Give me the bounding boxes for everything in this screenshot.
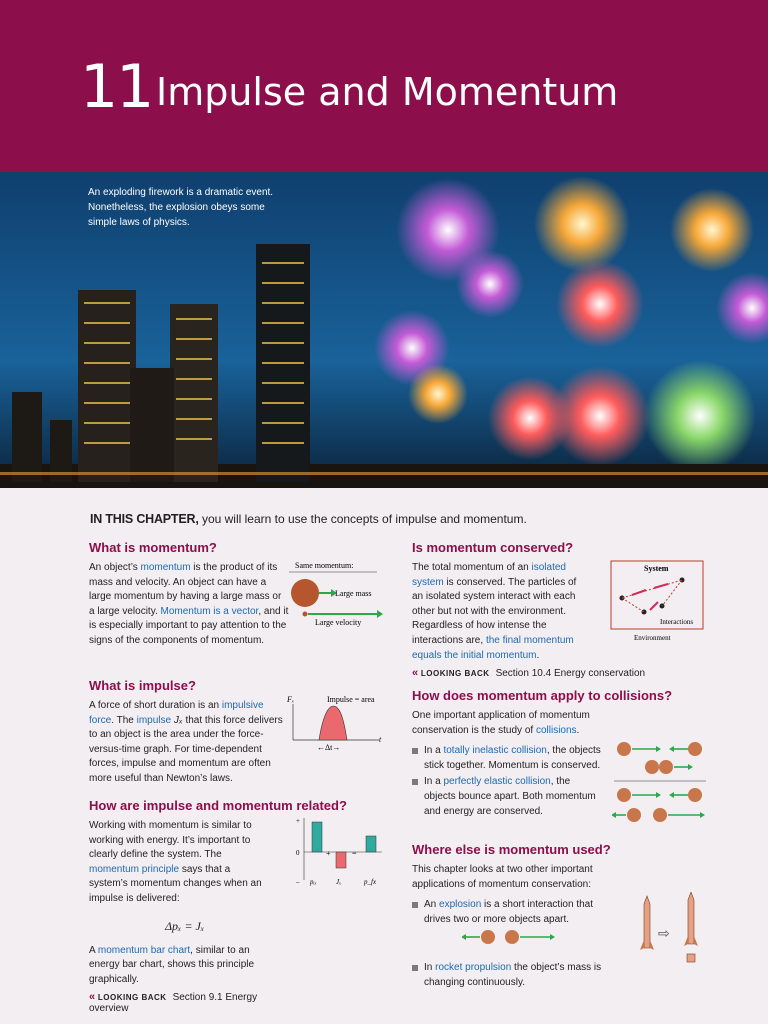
- looking-back-tag: LOOKING BACK: [420, 669, 490, 679]
- text: is a short interaction that drives two or more objects apart.: [424, 899, 594, 925]
- text: This chapter looks at two other important applications of momentum conservation:: [412, 864, 593, 890]
- section-momentum-conserved: [412, 540, 646, 680]
- explosion-figure: [462, 928, 558, 948]
- bullet-explosion: [412, 898, 608, 927]
- fig-label: +: [296, 817, 300, 825]
- section-what-is-momentum: [89, 540, 289, 649]
- fig-label: Large mass: [335, 589, 372, 598]
- intro-lead: IN THIS CHAPTER,: [90, 512, 199, 526]
- bullet-elastic: [412, 775, 602, 819]
- bullet-rocket: [412, 961, 608, 990]
- link-impulse[interactable]: impulse: [136, 714, 172, 726]
- chapter-banner: [0, 0, 768, 172]
- section-collisions: [412, 688, 673, 819]
- text: . The: [111, 714, 137, 726]
- section-body: [89, 944, 269, 988]
- text: In a: [424, 745, 444, 757]
- section-heading: What is impulse?: [89, 678, 196, 693]
- text: , and it is especially important to pay attention to the signs of the components of momentum.: [89, 605, 289, 646]
- fig-label: +: [326, 849, 331, 858]
- chapter-content: [0, 488, 768, 1024]
- fig-label: Large velocity: [315, 618, 362, 627]
- section-body: [412, 561, 584, 663]
- rocket-figure: [630, 892, 710, 976]
- text: An object’s: [89, 562, 141, 573]
- fig-label: Environment: [634, 634, 671, 642]
- axis-label: t: [379, 735, 382, 744]
- momentum-equation: Δpₓ = Jₓ: [165, 918, 205, 933]
- looking-back-link[interactable]: Section 9.1 Energy overview: [89, 992, 258, 1015]
- section-heading: What is momentum?: [89, 540, 217, 555]
- text: A force of short duration is an: [89, 700, 222, 711]
- looking-back-tag: LOOKING BACK: [97, 993, 167, 1003]
- fig-label: =: [352, 849, 357, 858]
- fig-label: Impulse = area: [327, 695, 375, 704]
- looking-back: [412, 667, 712, 679]
- text: An: [424, 899, 440, 911]
- looking-back-link[interactable]: Section 10.4 Energy conservation: [495, 668, 646, 680]
- looking-back: [89, 991, 289, 1014]
- text: , similar to an energy bar chart, shows this principle graphically.: [89, 944, 255, 985]
- text: the object’s mass is changing continuously.: [424, 962, 602, 988]
- link-isolated-system[interactable]: isolated system: [412, 562, 566, 588]
- momentum-figure: [285, 560, 395, 630]
- section-body: [412, 709, 602, 738]
- link-collisions[interactable]: collisions: [535, 724, 577, 736]
- text: says that a system’s momentum changes when an impulse is delivered:: [89, 863, 262, 904]
- link-elastic-collision[interactable]: perfectly elastic collision: [443, 776, 551, 788]
- fig-label: pᵢₓ: [310, 878, 317, 886]
- fig-label: Interactions: [660, 618, 694, 626]
- link-momentum-bar-chart[interactable]: momentum bar chart: [97, 944, 191, 956]
- text: is conserved. The particles of an isolated system interact with each other but not with the environment. Regardless of how intense the interactions are,: [412, 576, 577, 646]
- text: , the objects bounce apart. Both momentum and energy are conserved.: [424, 776, 596, 817]
- momentum-bar-chart: [292, 814, 388, 888]
- text: One important application of momentum conservation is the study of: [412, 710, 590, 736]
- text: that this force delivers to an object is the area under the force-versus-time graph. For time-dependent forces, impulse and momentum are often more useful than Newton’s laws.: [89, 714, 283, 784]
- text: , the objects stick together. Momentum is conserved.: [424, 745, 601, 771]
- link-final-momentum[interactable]: the final momentum equals the initial momentum: [412, 634, 574, 661]
- link-rocket-propulsion[interactable]: rocket propulsion: [435, 962, 512, 974]
- section-body: [89, 699, 289, 787]
- fig-label: Jₓ: [336, 878, 342, 886]
- link-momentum-principle[interactable]: momentum principle: [89, 863, 180, 875]
- fig-label: System: [644, 564, 669, 573]
- link-inelastic-collision[interactable]: totally inelastic collision: [443, 745, 547, 757]
- chapter-number: 11: [80, 52, 153, 122]
- bullet-inelastic: [412, 744, 602, 773]
- link-momentum[interactable]: momentum: [140, 562, 191, 573]
- fig-label: 0: [296, 849, 300, 857]
- section-heading: Where else is momentum used?: [412, 842, 611, 857]
- link-impulsive-force[interactable]: impulsive force: [89, 700, 264, 726]
- text: A: [89, 944, 98, 956]
- fig-label: p_fx: [364, 878, 377, 886]
- link-momentum-vector[interactable]: Momentum is a vector: [160, 605, 259, 617]
- fig-label: Same momentum:: [295, 561, 354, 570]
- chevron-icon: «: [89, 991, 96, 1004]
- intro-rest: you will learn to use the concepts of impulse and momentum.: [198, 512, 527, 526]
- section-heading: Is momentum conserved?: [412, 540, 574, 555]
- link-explosion[interactable]: explosion: [439, 899, 482, 911]
- section-body: [412, 863, 608, 892]
- section-body: [89, 819, 269, 907]
- text: In: [424, 962, 436, 974]
- fig-label: ←Δt→: [317, 743, 341, 752]
- section-what-is-impulse: [89, 678, 289, 787]
- section-heading: How does momentum apply to collisions?: [412, 688, 673, 703]
- text: Working with momentum is similar to working with energy. It’s important to clearly define the system. The: [89, 820, 252, 861]
- text: The total momentum of an: [412, 562, 532, 573]
- section-body: [89, 561, 289, 649]
- intro-line: [90, 512, 527, 526]
- text: .: [536, 649, 540, 661]
- fig-label: –: [296, 878, 300, 886]
- photo-caption: An exploding firework is a dramatic event. Nonetheless, the explosion obeys some simple laws of physics.: [88, 187, 274, 228]
- section-heading: How are impulse and momentum related?: [89, 798, 347, 813]
- impulse-graph: [285, 694, 385, 754]
- text: .: [576, 724, 580, 736]
- chevron-icon: «: [412, 667, 419, 680]
- isolated-system-figure: [610, 560, 706, 642]
- text: is the product of its mass and velocity. An object can have a large momentum by having a large mass or a large velocity.: [89, 562, 282, 617]
- axis-label: Fₓ: [287, 695, 295, 704]
- section-momentum-used: [412, 842, 611, 991]
- chapter-title: Impulse and Momentum: [156, 70, 619, 114]
- text: In a: [424, 776, 444, 788]
- collision-figure: [612, 738, 708, 824]
- arrow-icon: ⇨: [658, 927, 670, 942]
- text: Jₓ: [171, 714, 186, 726]
